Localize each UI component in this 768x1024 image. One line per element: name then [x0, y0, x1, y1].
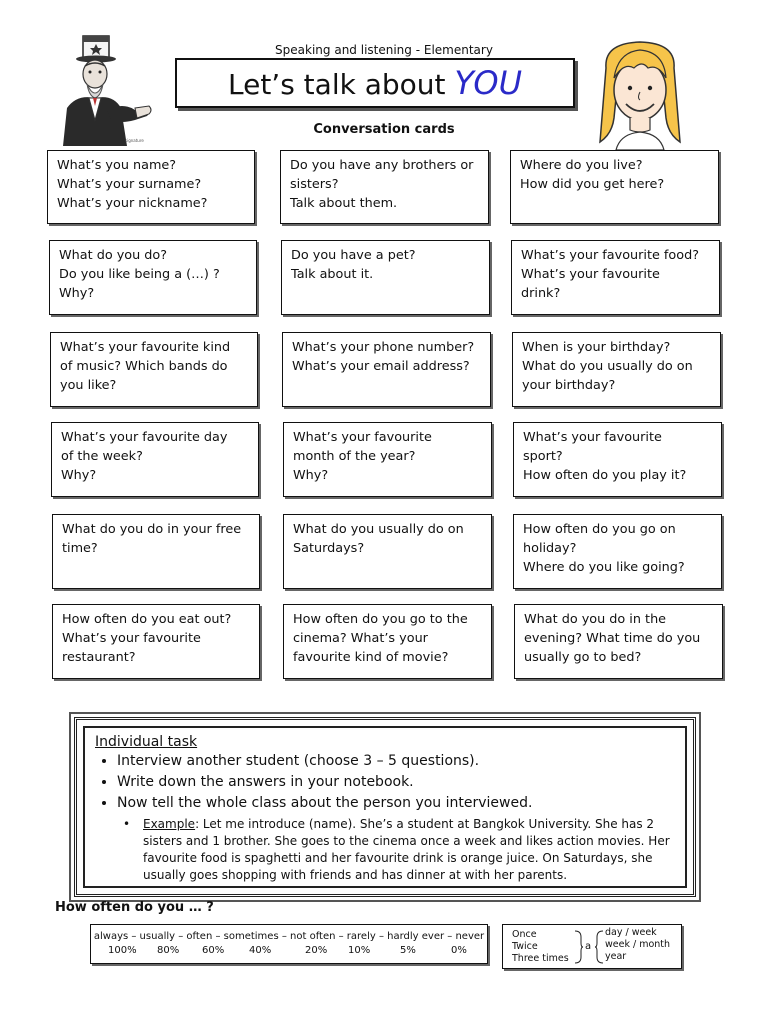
percent-label: 0% — [451, 945, 467, 956]
card-line: What’s your phone number? — [292, 340, 475, 355]
card-line: How often do you go to the — [293, 612, 468, 627]
percent-label: 40% — [249, 945, 272, 956]
conversation-card — [512, 332, 721, 407]
card-line: sport? — [523, 449, 563, 464]
frequency-heading: How often do you … ? — [55, 900, 214, 915]
percent-label: 5% — [400, 945, 416, 956]
example-paragraph — [95, 816, 675, 884]
card-line: your birthday? — [522, 378, 616, 393]
card-line: cinema? What’s your — [293, 631, 428, 646]
title-main-text: Let’s talk about — [227, 68, 455, 101]
percent-label: 80% — [157, 945, 180, 956]
conversation-card — [280, 150, 489, 224]
card-line: restaurant? — [62, 650, 136, 665]
example-line: : Let me introduce (name). She’s a student at Bangkok University. She has 2 — [195, 817, 655, 831]
times-right-column — [605, 927, 670, 963]
card-line: Do you like being a (…) ? — [59, 267, 220, 282]
worksheet-subtitle: Speaking and listening - Elementary — [275, 43, 493, 57]
conversation-card — [282, 332, 491, 407]
times-left-item: Three times — [512, 953, 569, 964]
card-line: Saturdays? — [293, 541, 365, 556]
conversation-card — [52, 604, 260, 679]
example-label: Example — [143, 817, 196, 831]
card-line: sisters? — [290, 177, 339, 192]
card-line: What’s your favourite day — [61, 430, 228, 445]
conversation-card — [281, 240, 490, 315]
task-bullet: • Write down the answers in your notebook. — [117, 772, 675, 793]
frequency-scale-box — [90, 924, 488, 964]
times-right-item: day / week — [605, 927, 657, 938]
conversation-card — [514, 604, 723, 679]
card-line: month of the year? — [293, 449, 416, 464]
card-line: What’s your favourite — [62, 631, 201, 646]
conversation-card — [47, 150, 255, 224]
conversation-card — [283, 514, 492, 589]
card-line: What’s your email address? — [292, 359, 470, 374]
card-line: What do you do in your free — [62, 522, 242, 537]
card-line: What do you usually do on — [293, 522, 464, 537]
conversation-card — [283, 604, 492, 679]
conversation-card — [50, 332, 258, 407]
card-line: evening? What time do you — [524, 631, 701, 646]
conversation-card — [51, 422, 259, 497]
conversation-card — [510, 150, 719, 224]
individual-task-box — [74, 717, 696, 897]
card-line: How often do you go on — [523, 522, 676, 537]
card-line: holiday? — [523, 541, 577, 556]
card-line: Where do you like going? — [523, 560, 685, 575]
card-line: How often do you play it? — [523, 468, 687, 483]
conversation-card — [49, 240, 257, 315]
times-right-item: year — [605, 951, 627, 962]
times-left-item: Once — [512, 929, 537, 940]
card-line: Why? — [61, 468, 97, 483]
card-line: What’s your favourite food? — [521, 248, 699, 263]
task-bullet: • Now tell the whole class about the person you interviewed. — [117, 793, 675, 814]
card-line: What do you do? — [59, 248, 168, 263]
card-line: Why? — [59, 286, 95, 301]
title-accent-text: YOU — [454, 64, 522, 102]
card-line: What’s your favourite kind — [60, 340, 231, 355]
conversation-card — [283, 422, 492, 497]
card-line: of music? Which bands do — [60, 359, 228, 374]
example-line: usually goes shopping with friends and has dinner at with her parents. — [143, 868, 568, 882]
percent-label: 20% — [305, 945, 328, 956]
card-line: usually go to bed? — [524, 650, 642, 665]
percent-label: 60% — [202, 945, 225, 956]
times-box — [502, 924, 682, 969]
card-line: Talk about them. — [290, 196, 398, 211]
example-line: favourite food is spaghetti and her favourite drink is orange juice. On Saturdays, she — [143, 851, 653, 865]
task-bullet: • Interview another student (choose 3 – 5 questions). — [117, 751, 675, 772]
card-line: What’s you name? — [57, 158, 177, 173]
card-line: drink? — [521, 286, 561, 301]
percent-label: 100% — [108, 945, 137, 956]
conversation-card — [513, 514, 722, 589]
card-line: Talk about it. — [291, 267, 374, 282]
card-line: you like? — [60, 378, 117, 393]
task-bullet-list — [95, 751, 675, 814]
card-line: What’s your favourite — [521, 267, 660, 282]
task-heading: Individual task — [95, 734, 198, 750]
card-line: What do you do in the — [524, 612, 667, 627]
card-line: How often do you eat out? — [62, 612, 232, 627]
conversation-card — [511, 240, 720, 315]
frequency-words: always – usually – often – sometimes – not often – rarely – hardly ever – never — [93, 931, 485, 942]
card-line: When is your birthday? — [522, 340, 671, 355]
card-line: What’s your favourite — [523, 430, 662, 445]
times-article: a — [585, 941, 592, 952]
card-line: Why? — [293, 468, 329, 483]
frequency-percent-row — [91, 945, 487, 959]
worksheet-title — [175, 58, 575, 108]
cards-heading: Conversation cards — [313, 122, 455, 137]
times-left-column — [512, 929, 569, 965]
card-line: What’s your surname? — [57, 177, 202, 192]
percent-label: 10% — [348, 945, 371, 956]
card-line: What’s your favourite — [293, 430, 432, 445]
svg-text:signature: signature — [125, 138, 144, 143]
card-line: time? — [62, 541, 98, 556]
card-line: How did you get here? — [520, 177, 665, 192]
card-line: Do you have a pet? — [291, 248, 416, 263]
right-brace-icon — [595, 929, 605, 965]
bullet-dot-icon: • — [123, 817, 131, 831]
card-line: Do you have any brothers or — [290, 158, 474, 173]
card-line: of the week? — [61, 449, 143, 464]
left-brace-icon — [573, 929, 583, 965]
example-line: sisters and 1 brother. She goes to the cinema once a week and likes action movies. Her — [143, 834, 670, 848]
card-line: favourite kind of movie? — [293, 650, 449, 665]
conversation-card — [513, 422, 722, 497]
card-line: What’s your nickname? — [57, 196, 208, 211]
card-line: Where do you live? — [520, 158, 643, 173]
times-right-item: week / month — [605, 939, 671, 950]
times-left-item: Twice — [512, 941, 538, 952]
card-line: What do you usually do on — [522, 359, 693, 374]
conversation-card — [52, 514, 260, 589]
